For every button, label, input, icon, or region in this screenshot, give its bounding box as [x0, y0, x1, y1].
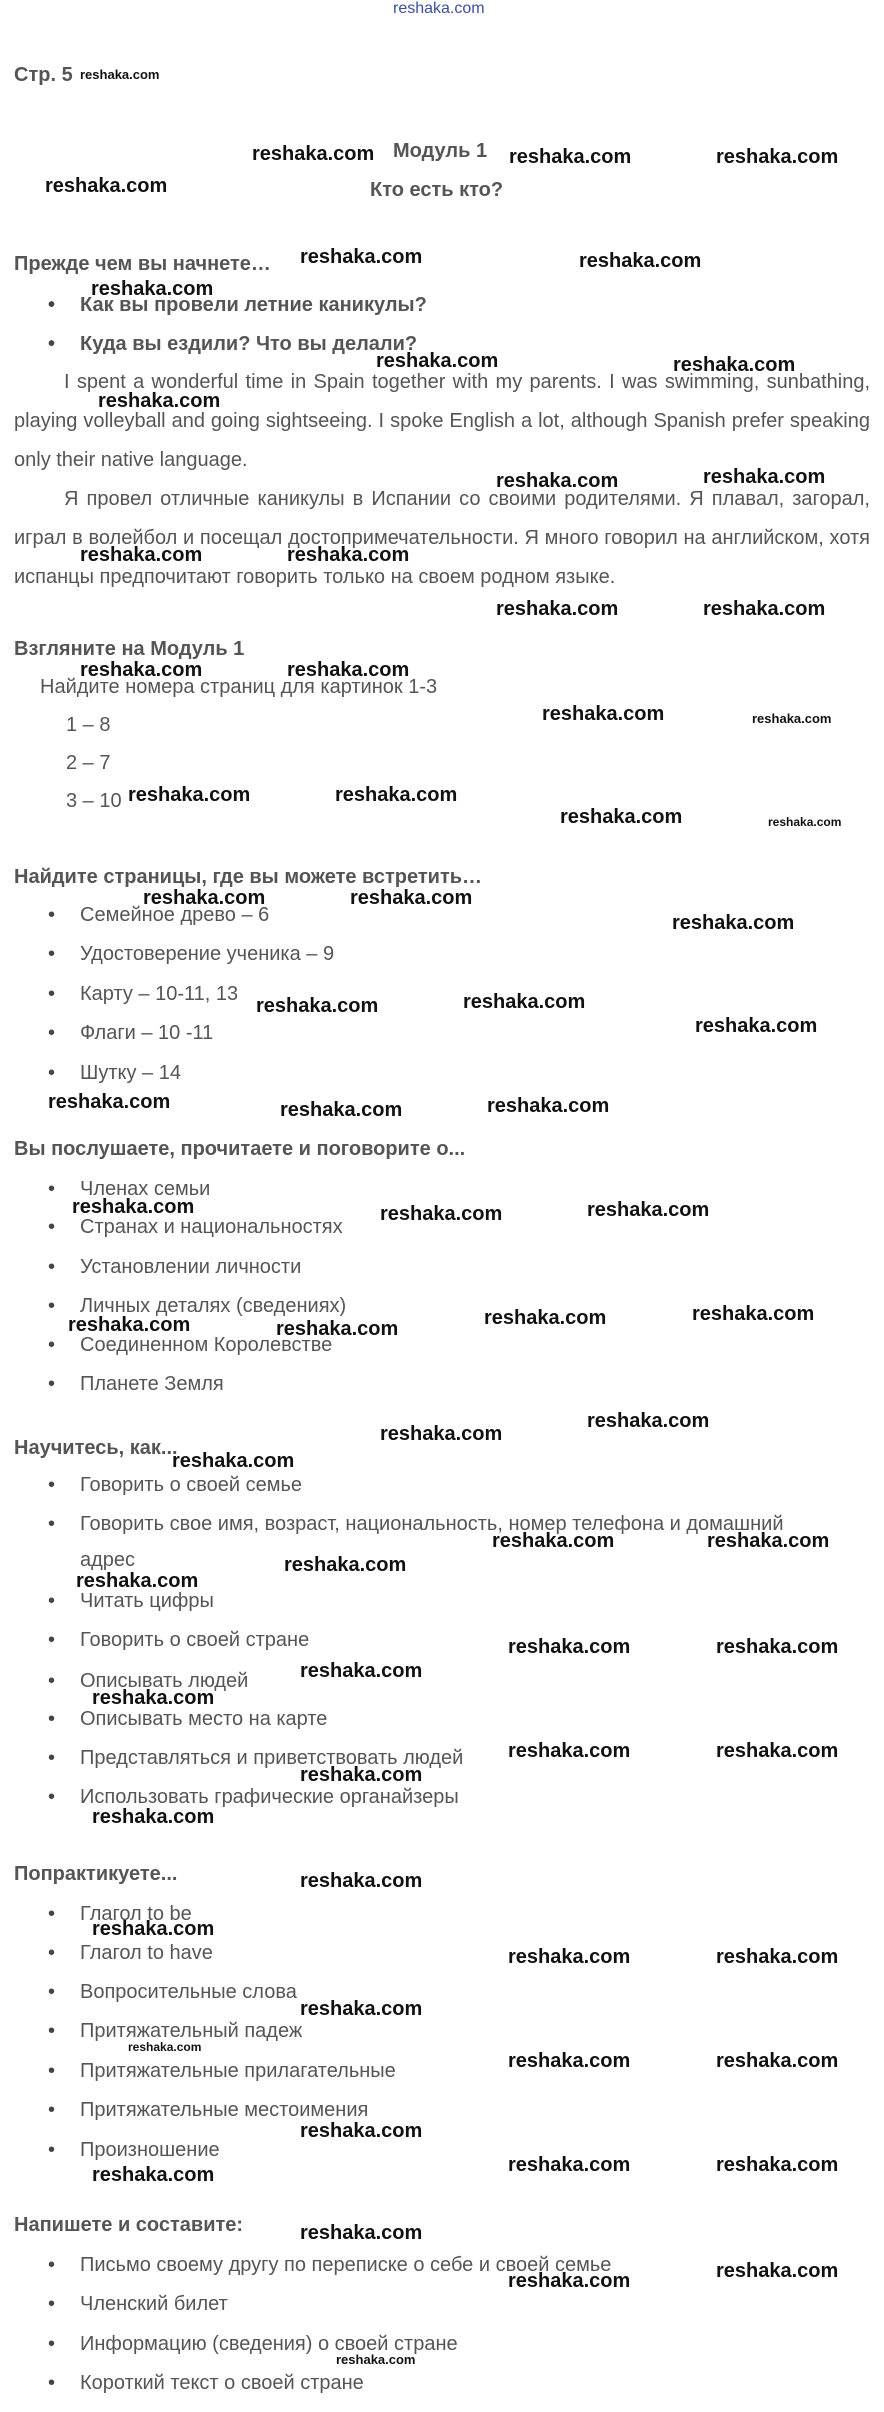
watermark: reshaka.com — [335, 784, 458, 806]
list-item: 1 – 8 — [66, 714, 111, 736]
watermark: reshaka.com — [287, 544, 410, 566]
module-subtitle: Кто есть кто? — [370, 179, 504, 201]
list-item: • Читать цифры — [80, 1590, 214, 1613]
list-item: • Притяжательные прилагательные — [80, 2060, 396, 2083]
list-item: • Произношение — [80, 2139, 220, 2162]
watermark: reshaka.com — [716, 146, 839, 168]
list-item: • Личных деталях (сведениях) — [80, 1295, 346, 1318]
watermark: reshaka.com — [703, 598, 826, 620]
list-item: • Соединенном Королевстве — [80, 1334, 332, 1357]
watermark: reshaka.com — [716, 2260, 839, 2282]
watermark: reshaka.com — [91, 278, 214, 300]
list-item: • Установлении личности — [80, 1256, 301, 1279]
watermark: reshaka.com — [579, 250, 702, 272]
watermark: reshaka.com — [692, 1303, 815, 1325]
list-item: • Описывать место на карте — [80, 1708, 327, 1731]
watermark: reshaka.com — [80, 67, 160, 82]
watermark: reshaka.com — [276, 1318, 399, 1340]
watermark: reshaka.com — [172, 1450, 295, 1472]
section-subheading: Найдите номера страниц для картинок 1-3 — [40, 676, 438, 698]
list-item-continuation: адрес — [80, 1549, 136, 1571]
watermark: reshaka.com — [716, 2154, 839, 2176]
watermark: reshaka.com — [508, 2270, 631, 2292]
watermark: reshaka.com — [542, 703, 665, 725]
watermark: reshaka.com — [287, 659, 410, 681]
list-item: • Членский билет — [80, 2293, 228, 2316]
watermark: reshaka.com — [487, 1095, 610, 1117]
list-item: • Говорить о своей стране — [80, 1629, 309, 1652]
watermark: reshaka.com — [256, 995, 379, 1017]
section-heading: Вы послушаете, прочитаете и поговорите о... — [14, 1138, 466, 1160]
watermark: reshaka.com — [560, 806, 683, 828]
list-item: • Письмо своему другу по переписке о себе и своей семье — [80, 2254, 611, 2277]
watermark: reshaka.com — [707, 1530, 830, 1552]
watermark: reshaka.com — [300, 1998, 423, 2020]
list-item: • Членах семьи — [80, 1178, 210, 1201]
section-heading: Научитесь, как... — [14, 1437, 178, 1459]
watermark: reshaka.com — [380, 1203, 503, 1225]
watermark: reshaka.com — [380, 1423, 503, 1445]
watermark: reshaka.com — [128, 784, 251, 806]
watermark: reshaka.com — [350, 887, 473, 909]
list-item: • Короткий текст о своей стране — [80, 2372, 364, 2395]
list-item: • Флаги – 10 -11 — [80, 1022, 213, 1045]
module-title: Модуль 1 — [393, 140, 488, 162]
watermark: reshaka.com — [508, 2050, 631, 2072]
section-heading: Напишете и составите: — [14, 2214, 244, 2236]
list-item: • Как вы провели летние каникулы? — [80, 294, 427, 317]
watermark: reshaka.com — [672, 912, 795, 934]
watermark: reshaka.com — [300, 2222, 423, 2244]
watermark: reshaka.com — [587, 1199, 710, 1221]
watermark: reshaka.com — [284, 1554, 407, 1576]
watermark: reshaka.com — [92, 2164, 215, 2186]
list-item: • Шутку – 14 — [80, 1062, 181, 1085]
paragraph-russian: Я провел отличные каникулы в Испании со своими родителями. Я плавал, загорал, играл в волейбол и посещал достопримечательности. Я много говорил на английском, хотя испанцы предпочитают говорить только на своем родном языке. — [14, 488, 870, 588]
list-item: • Говорить свое имя, возраст, национальность, номер телефона и домашний — [80, 1513, 784, 1536]
list-item: • Карту – 10-11, 13 — [80, 983, 238, 1006]
list-item: • Представляться и приветствовать людей — [80, 1747, 463, 1770]
watermark: reshaka.com — [68, 1314, 191, 1336]
list-item: • Притяжательный падеж — [80, 2020, 302, 2043]
watermark: reshaka.com — [300, 1764, 423, 1786]
list-item: • Глагол to have — [80, 1942, 213, 1965]
site-link[interactable]: reshaka.com — [393, 0, 485, 17]
list-item: • Вопросительные слова — [80, 1981, 297, 2004]
list-item: 2 – 7 — [66, 752, 111, 774]
watermark: reshaka.com — [80, 659, 203, 681]
list-item: • Глагол to be — [80, 1903, 192, 1926]
list-item: • Говорить о своей семье — [80, 1474, 302, 1497]
watermark: reshaka.com — [80, 544, 203, 566]
watermark: reshaka.com — [72, 1196, 195, 1218]
watermark: reshaka.com — [716, 1740, 839, 1762]
list-item: • Притяжательные местоимения — [80, 2099, 368, 2122]
list-item: • Семейное древо – 6 — [80, 904, 269, 927]
watermark: reshaka.com — [716, 1636, 839, 1658]
watermark: reshaka.com — [48, 1091, 171, 1113]
watermark: reshaka.com — [300, 1660, 423, 1682]
watermark: reshaka.com — [508, 2154, 631, 2176]
watermark: reshaka.com — [252, 143, 375, 165]
watermark: reshaka.com — [300, 2120, 423, 2142]
list-item: • Странах и национальностях — [80, 1216, 343, 1239]
page-label: Стр. 5 — [14, 64, 73, 86]
watermark: reshaka.com — [703, 466, 826, 488]
watermark: reshaka.com — [508, 1740, 631, 1762]
watermark: reshaka.com — [300, 246, 423, 268]
list-item: • Использовать графические органайзеры — [80, 1786, 459, 1809]
section-heading: Взгляните на Модуль 1 — [14, 638, 245, 660]
list-item: 3 – 10 — [66, 790, 122, 812]
watermark: reshaka.com — [128, 2040, 202, 2054]
watermark: reshaka.com — [484, 1307, 607, 1329]
watermark: reshaka.com — [463, 991, 586, 1013]
watermark: reshaka.com — [92, 1806, 215, 1828]
section-heading: Попрактикуете... — [14, 1863, 178, 1885]
watermark: reshaka.com — [92, 1918, 215, 1940]
watermark: reshaka.com — [768, 815, 842, 829]
watermark: reshaka.com — [752, 711, 832, 726]
list-item: • Описывать людей — [80, 1670, 248, 1693]
watermark: reshaka.com — [716, 1946, 839, 1968]
watermark: reshaka.com — [508, 1946, 631, 1968]
list-item: • Удостоверение ученика – 9 — [80, 943, 334, 966]
watermark: reshaka.com — [143, 887, 266, 909]
watermark: reshaka.com — [336, 2352, 416, 2367]
list-item: • Информацию (сведения) о своей стране — [80, 2333, 458, 2356]
watermark: reshaka.com — [280, 1099, 403, 1121]
watermark: reshaka.com — [300, 1870, 423, 1892]
watermark: reshaka.com — [76, 1570, 199, 1592]
paragraph-english: I spent a wonderful time in Spain together with my parents. I was swimming, sunbathing, playing volleyball and going sightseeing. I spoke English a lot, although Spanish prefer speaking only their native language. — [14, 371, 870, 471]
watermark: reshaka.com — [98, 390, 221, 412]
section-heading: Найдите страницы, где вы можете встретить… — [14, 866, 483, 888]
watermark: reshaka.com — [508, 1636, 631, 1658]
watermark: reshaka.com — [45, 175, 168, 197]
watermark: reshaka.com — [673, 354, 796, 376]
watermark: reshaka.com — [496, 598, 619, 620]
watermark: reshaka.com — [376, 350, 499, 372]
watermark: reshaka.com — [716, 2050, 839, 2072]
list-item: • Планете Земля — [80, 1373, 224, 1396]
watermark: reshaka.com — [587, 1410, 710, 1432]
watermark: reshaka.com — [496, 470, 619, 492]
watermark: reshaka.com — [695, 1015, 818, 1037]
watermark: reshaka.com — [509, 146, 632, 168]
list-item: • Куда вы ездили? Что вы делали? — [80, 333, 417, 356]
section-heading: Прежде чем вы начнете… — [14, 253, 271, 275]
watermark: reshaka.com — [92, 1687, 215, 1709]
watermark: reshaka.com — [492, 1530, 615, 1552]
